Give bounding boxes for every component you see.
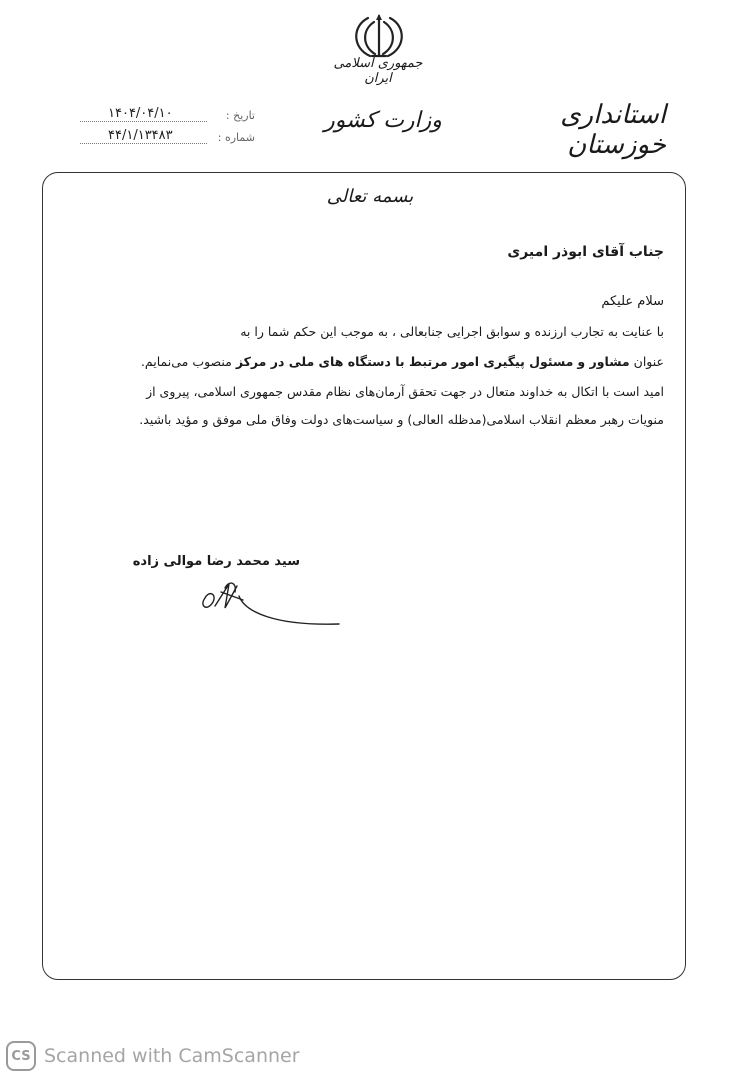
- camscanner-logo: CS: [6, 1041, 36, 1071]
- appointment-suffix: منصوب می‌نمایم.: [140, 354, 232, 369]
- camscanner-text: Scanned with CamScanner: [44, 1045, 300, 1067]
- paragraph-2-line-2: منویات رهبر معظم انقلاب اسلامی(مدظله العالی) و سیاست‌های دولت وفاق ملی موفق و مؤید باشید.: [139, 412, 664, 427]
- appointment-role: مشاور و: [577, 354, 630, 369]
- number-field: [80, 128, 255, 148]
- paragraph-2-line-1: امید است با اتکال به خداوند متعال در جهت تحقق آرمان‌های نظام مقدس جمهوری اسلامی، پیروی از: [146, 384, 664, 399]
- camscanner-watermark: [6, 1040, 300, 1072]
- appointment-duty: مسئول پیگیری امور مرتبط با دستگاه های ملی در مرکز: [235, 354, 574, 369]
- date-value: ۱۴۰۴/۰۴/۱۰: [108, 106, 173, 121]
- appointment-prefix: عنوان: [633, 354, 664, 369]
- signature-icon: [185, 572, 345, 634]
- number-dotted-line: [80, 143, 207, 144]
- date-field: [80, 106, 255, 126]
- salutation: سلام علیکم: [601, 294, 664, 309]
- paragraph-1-line-2: [78, 354, 664, 369]
- addressee: جناب آقای ابوذر امیری: [507, 244, 664, 260]
- number-label: شماره :: [217, 131, 255, 144]
- governorate-title: استانداری خوزستان: [560, 100, 666, 160]
- basmala: بسمه تعالی: [326, 186, 414, 207]
- signer-name: سید محمد رضا موالی زاده: [132, 554, 300, 569]
- ministry-title: وزارت کشور: [324, 108, 442, 133]
- date-label: تاریخ :: [225, 109, 255, 122]
- republic-text: جمهوری اسلامی ایران: [333, 56, 423, 86]
- paragraph-1-line-1: با عنایت به تجارب ارزنده و سوابق اجرایی جنابعالی ، به موجب این حکم شما را به: [240, 324, 664, 339]
- date-dotted-line: [80, 121, 207, 122]
- number-value: ۴۴/۱/۱۳۴۸۳: [108, 128, 173, 143]
- iran-emblem-icon: [348, 12, 410, 60]
